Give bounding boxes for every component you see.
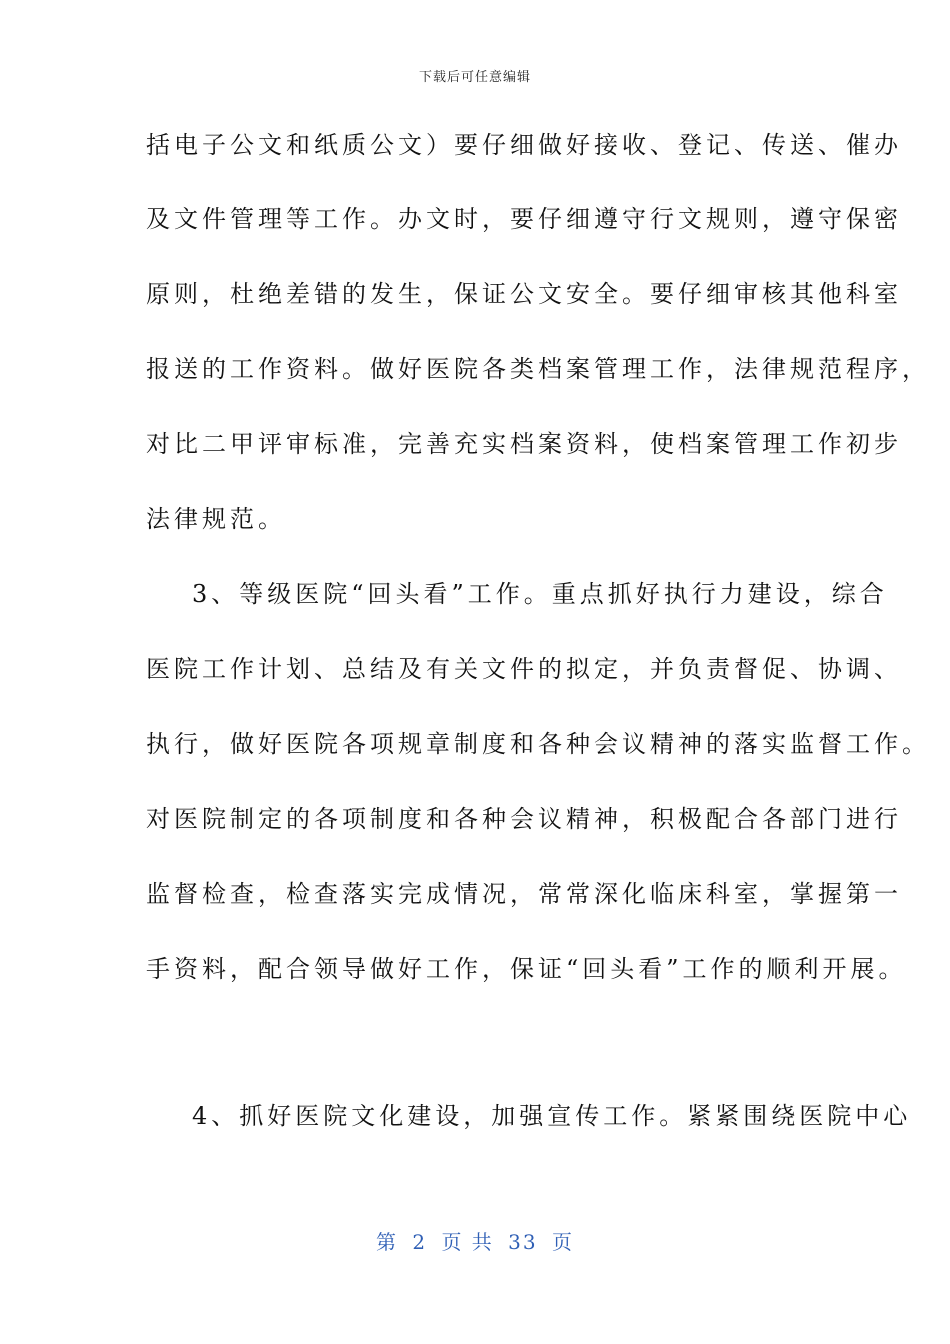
footer-middle: 页 共	[441, 1230, 494, 1254]
body-line: 括电子公文和纸质公文）要仔细做好接收、登记、传送、催办	[146, 131, 902, 159]
header-note: 下载后可任意编辑	[418, 70, 531, 85]
body-line: 对医院制定的各项制度和各种会议精神，积极配合各部门进行	[146, 805, 902, 833]
body-line: 3、等级医院“回头看”工作。重点抓好执行力建设，综合	[192, 580, 888, 608]
body-line: 及文件管理等工作。办文时，要仔细遵守行文规则，遵守保密	[146, 205, 902, 233]
body-line: 4、抓好医院文化建设，加强宣传工作。紧紧围绕医院中心	[192, 1102, 912, 1130]
total-pages-number: 33	[508, 1230, 538, 1254]
body-line: 报送的工作资料。做好医院各类档案管理工作，法律规范程序，	[146, 355, 930, 383]
footer-suffix: 页	[551, 1230, 574, 1254]
current-page-number: 2	[412, 1230, 428, 1254]
body-line: 监督检查，检查落实完成情况，常常深化临床科室，掌握第一	[146, 880, 902, 908]
body-line: 对比二甲评审标准，完善充实档案资料，使档案管理工作初步	[146, 430, 902, 458]
body-line: 手资料，配合领导做好工作，保证“回头看”工作的顺利开展。	[146, 955, 907, 983]
body-line: 原则，杜绝差错的发生，保证公文安全。要仔细审核其他科室	[146, 280, 902, 308]
body-line: 法律规范。	[146, 505, 286, 533]
page-footer	[0, 1226, 950, 1255]
body-line: 执行，做好医院各项规章制度和各种会议精神的落实监督工作。	[146, 730, 930, 758]
body-line: 医院工作计划、总结及有关文件的拟定，并负责督促、协调、	[146, 655, 902, 683]
footer-prefix: 第	[376, 1230, 398, 1254]
